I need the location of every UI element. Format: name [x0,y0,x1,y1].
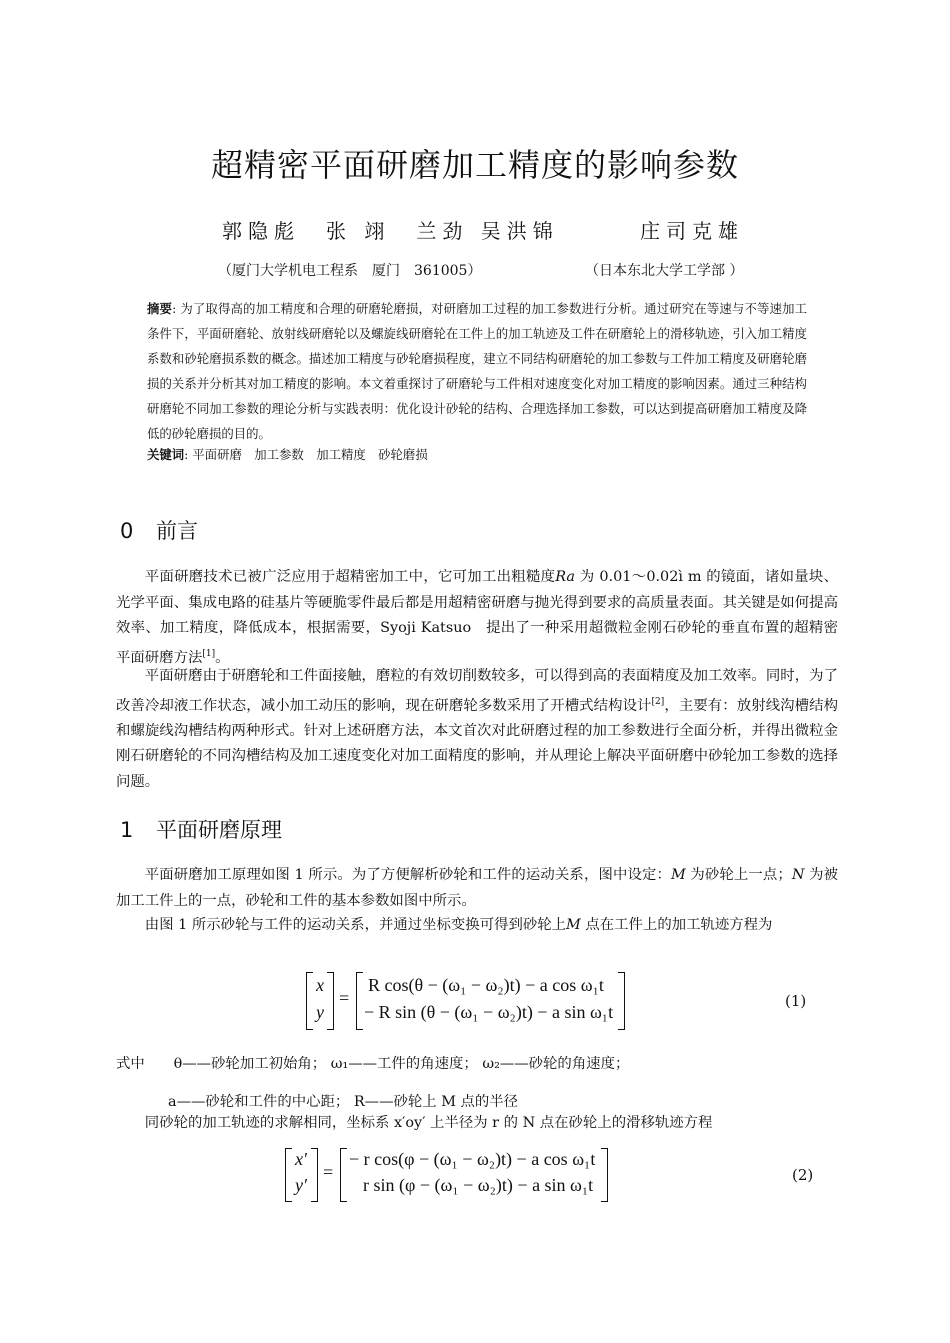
section-number: 0 [120,519,134,543]
keywords-text: : 平面研磨 加工参数 加工精度 砂轮磨损 [184,447,428,462]
intro-paragraph-1: 平面研磨技术已被广泛应用于超精密加工中，它可加工出粗糙度Ra 为 0.01～0.02ì m 的镜面，诸如量块、光学平面、集成电路的硅基片等硬脆零件最后都是用超精密研磨与抛光得到要求的高质量表面。其关键是如何提高效率、加工精度，降低成本，根据需要，Syoji Katsuo 提出了一种采用超微粒金刚石砂轮的垂直布置的超精密平面研磨方法[1]。 [116,569,838,666]
paper-title: 超精密平面研磨加工精度的影响参数 [210,146,739,184]
equation-legend-line-2: a——砂轮和工件的中心距； R——砂轮上 M 点的半径 [168,1094,519,1110]
abstract-label: 摘要 [147,301,173,316]
equation-1-number: (1) [785,992,807,1010]
section-heading-0 [120,515,198,545]
section-number: 1 [120,818,134,842]
ra-symbol: Ra [555,569,576,585]
keywords-label: 关键词 [147,447,185,462]
keywords [147,445,428,463]
authors-tohoku: 庄司克雄 [640,219,744,243]
equation-legend-line-1: 式中 θ——砂轮加工初始角； ω₁——工件的角速度； ω₂——砂轮的角速度； [116,1056,630,1072]
equation-2-number: (2) [792,1166,814,1184]
section-title: 前言 [156,519,198,543]
affiliation-xiamen: （厦门大学机电工程系 厦门 361005） [218,263,482,279]
citation-1: [1] [202,648,216,659]
principle-paragraph-2: 由图 1 所示砂轮与工件的运动关系，并通过坐标变换可得到砂轮上M 点在工件上的加工轨迹方程为 [144,917,773,933]
citation-2: [2] [651,696,665,707]
affiliation-tohoku: （日本东北大学工学部 ） [585,263,744,279]
abstract-text: : 为了取得高的加工精度和合理的研磨轮磨损，对研磨加工过程的加工参数进行分析。通过研究在等速与不等速加工条件下，平面研磨轮、放射线研磨轮以及螺旋线研磨轮在工件上的加工轨迹及工件在研磨轮上的滑移轨迹，引入加工精度系数和砂轮磨损系数的概念。描述加工精度与砂轮磨损程度，建立不同结构研磨轮的加工参数与工件加工精度及研磨轮磨损的关系并分析其对加工精度的影响。本文着重探讨了研磨轮与工件相对速度变化对加工精度的影响因素。通过三种结构研磨轮不同加工参数的理论分析与实践表明：优化设计砂轮的结构、合理选择加工参数，可以达到提高研磨加工精度及降低的砂轮磨损的目的。 [147,301,807,441]
abstract [147,296,807,446]
section-title: 平面研磨原理 [156,818,282,842]
principle-paragraph-3: 同砂轮的加工轨迹的求解相同，坐标系 x′oy′ 上半径为 r 的 N 点在砂轮上的滑移轨迹方程 [144,1115,713,1131]
intro-paragraph-2: 平面研磨由于研磨轮和工件面接触，磨粒的有效切削数较多，可以得到高的表面精度及加工效率。同时，为了改善冷却液工作状态，减小加工动压的影响，现在研磨轮多数采用了开槽式结构设计[2]，主要有：放射线沟槽结构和螺旋线沟槽结构两种形式。针对上述研磨方法，本文首次对此研磨过程的加工参数进行全面分析，并得出微粒金刚石研磨轮的不同沟槽结构及加工速度变化对加工面精度的影响，并从理论上解决平面研磨中砂轮加工参数的选择问题。 [116,668,838,790]
principle-paragraph-1: 平面研磨加工原理如图 1 所示。为了方便解析砂轮和工件的运动关系，图中设定：M 为砂轮上一点；N 为被加工工件上的一点，砂轮和工件的基本参数如图中所示。 [116,867,839,909]
equation-1: x y = R cos(θ − (ω₁ − ω₂)t) − a cos ω₁t − R sin (θ − (ω₁ − ω₂)t) − a sin ω₁t [306,970,646,1032]
equation-2: x′ y′ = − r cos(φ − (ω₁ − ω₂)t) − a cos ω₁t r sin (φ − (ω₁ − ω₂)t) − a sin ω₁t [285,1146,615,1204]
authors-xiamen: 郭隐彪 张 翊 兰劲 吴洪锦 [222,219,559,243]
section-heading-1 [120,814,282,844]
